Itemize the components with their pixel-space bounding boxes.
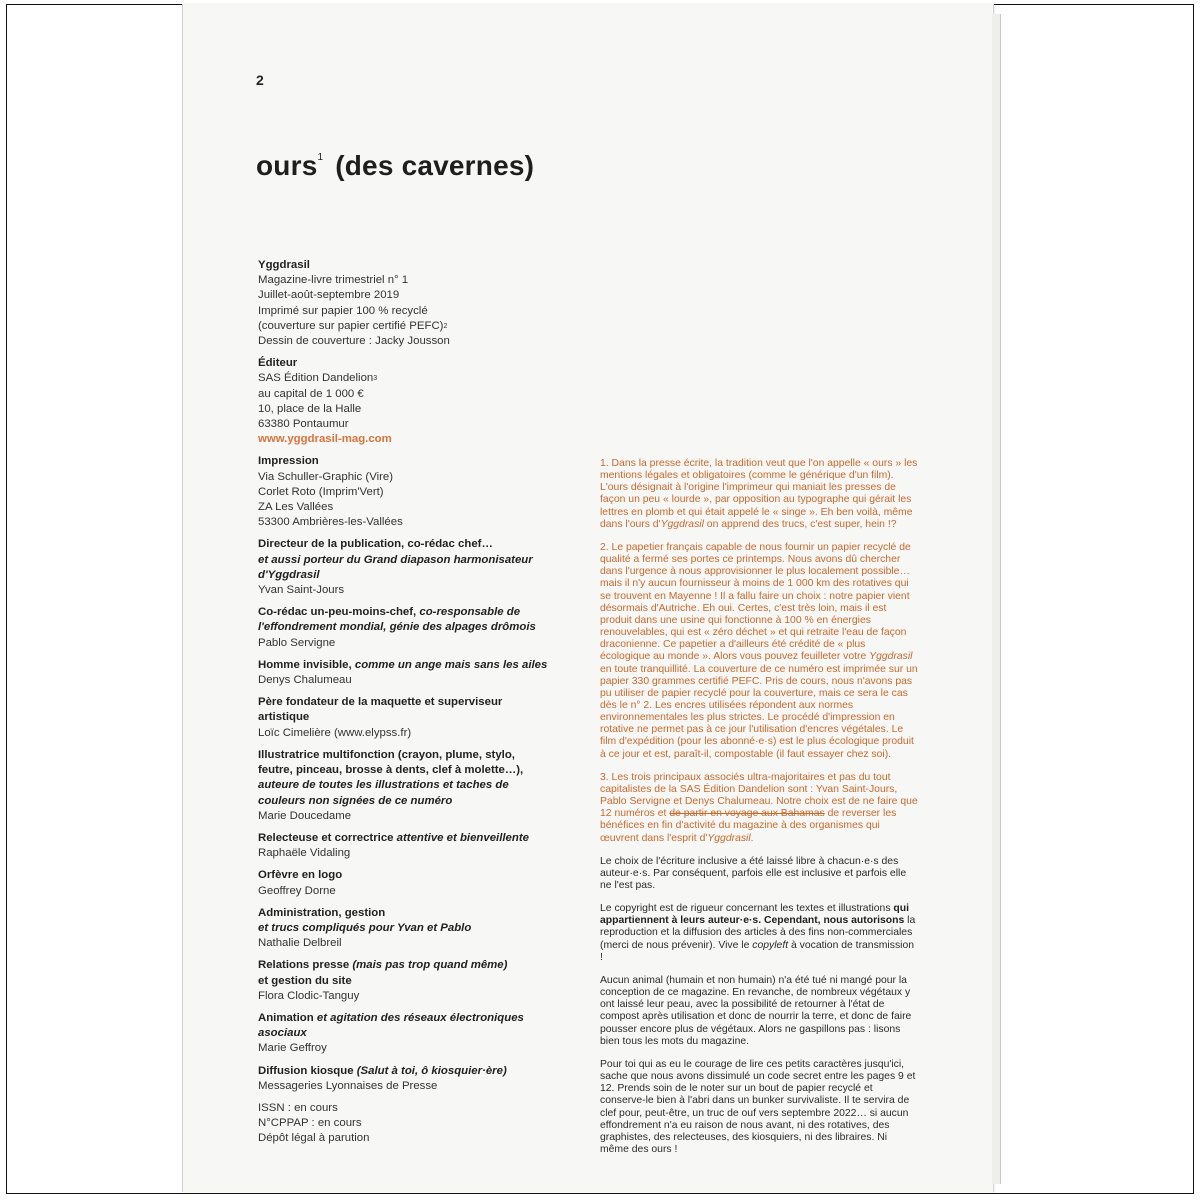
credit-line: (couverture sur papier certifié PEFC)$^2$ (258, 319, 448, 332)
credit-line: 53300 Ambrières-les-Vallées (258, 516, 403, 529)
credit-heading: Relations presse (mais pas trop quand même) (258, 959, 508, 972)
credits-impression (258, 454, 548, 530)
secret-code-paragraph: Pour toi qui as eu le courage de lire ces petits caractères jusqu'ici, sache que nous avons dissimulé un code secret entre les pages 9 et 12. Prends soin de le noter sur un bout de papier recyclé et conserve-le bien à l'abri dans un bunker survivaliste. Il te servira de clef pour, peut-être, un truc de ouf vers septembre 2022… si aucun effondrement n'a eu raison de nous avant, ni des rotatives, des graphistes, des relecteuses, des kiosquiers, ni des libraires. Ni même des ours ! (600, 1058, 916, 1155)
credit-name: Geoffrey Dorne (258, 884, 336, 897)
credit-heading: Diffusion kiosque (Salut à toi, ô kiosquier·ère) (258, 1064, 507, 1077)
credit-heading-2: et gestion du site (258, 974, 352, 987)
credits-column (258, 258, 548, 1154)
credit-heading: Co-rédac un-peu-moins-chef, co-responsable de l'effondrement mondial, génie des alpages drômois (258, 606, 536, 634)
credit-name: Loïc Cimelière (www.elypss.fr) (258, 726, 412, 739)
credits-relations-presse (258, 958, 548, 1004)
credit-line: SAS Édition Dandelion$^3$ (258, 372, 378, 385)
credit-heading: Animation et agitation des réseaux électroniques asociaux (258, 1011, 524, 1040)
credit-line: Dessin de couverture : Jacky Jousson (258, 335, 450, 348)
legal-line: N°CPPAP : en cours (258, 1117, 362, 1130)
credit-role-italic: et trucs compliqués pour Yvan et Pablo (258, 921, 472, 934)
credit-name: Messageries Lyonnaises de Presse (258, 1079, 438, 1092)
website-link[interactable]: www.yggdrasil-mag.com (258, 433, 392, 446)
title-rest: (des cavernes) (327, 150, 535, 181)
credit-heading: Éditeur (258, 357, 298, 370)
footnote-3: 3. Les trois principaux associés ultra-majoritaires et pas du tout capitalistes de la SAS Édition Dandelion sont : Yvan Saint-Jours, Pablo Servigne et Denys Chalumeau. Notre choix est de ne faire que 12 numéros et de partir en voyage aux Bahamas de reverser les bénéfices en fin d'activité du magazine à des organismes qui œuvrent dans l'esprit d'Yggdrasil. (600, 771, 918, 844)
notes-column (600, 458, 918, 1167)
credits-relecteuse (258, 831, 548, 861)
credit-line: Imprimé sur papier 100 % recyclé (258, 304, 428, 317)
credit-line: 63380 Pontaumur (258, 418, 349, 431)
footnote-1: 1. Dans la presse écrite, la tradition veut que l'on appelle « ours » les mentions légales et obligatoires (comme le générique d'un film). L'ours désignait à l'origine l'imprimeur qui maniait les presses de façon un peu « lourde », par opposition au typographe qui gérait les lettres en plomb et qui était appelé le « singe ». Eh ben voilà, même dans l'ours d'Yggdrasil on apprend des trucs, c'est super, hein !? (600, 458, 918, 530)
credits-pere-fondateur (258, 695, 548, 741)
struck-text: de partir en voyage aux Bahamas (669, 808, 825, 820)
credits-homme-invisible (258, 658, 548, 688)
credit-name: Flora Clodic-Tanguy (258, 989, 360, 1002)
page-number: 2 (256, 72, 264, 88)
credits-coredac (258, 605, 548, 651)
credit-line: au capital de 1 000 € (258, 387, 364, 400)
credits-diffusion (258, 1064, 548, 1094)
credit-name: Nathalie Delbreil (258, 937, 342, 950)
footnote-2: 2. Le papetier français capable de nous fournir un papier recyclé de qualité a fermé ses portes ce printemps. Nous avons dû chercher dans l'urgence à nous approvisionner le plus localement possible… mais il n'y aucun fournisseur à moins de 1 000 km des rotatives qui se trouvent en Mayenne ! Il a fallu faire un choix : notre papier vient désormais d'Autriche. Eh oui. Certes, c'est très loin, mais il est produit dans une usine qui fonctionne à 100 % en énergies renouvelables, qui est « zéro déchet » et qui retraite l'eau de façon draconienne. Ce papetier a d'ailleurs été crédité de « plus écologique au monde ». Alors vous pouvez feuilleter votre Yggdrasil en toute tranquillité. La couverture de ce numéro est imprimée sur un papier 330 grammes certifié PEFC. Pris de cours, nous n'avons pas pu utiliser de papier recyclé pour la couverture, mais ce sera le cas dès le n° 2. Les encres utilisées répondent aux normes environnementales les plus strictes. Le procédé d'impression en rotative ne permet pas à ce jour l'utilisation d'encres végétales. Le film d'expédition (pour les abonné·e·s) est le plus écologique produit à ce jour et est, paraît-il, compostable (il faut essayer chez soi). (600, 541, 918, 760)
credit-name: Pablo Servigne (258, 636, 336, 649)
credit-line: Magazine-livre trimestriel n° 1 (258, 274, 409, 287)
credit-heading: Impression (258, 455, 319, 468)
inclusive-writing-paragraph: Le choix de l'écriture inclusive a été laissé libre à chacun·e·s des auteur·e·s. Par conséquent, parfois elle est inclusive et parfois elle ne l'est pas. (600, 855, 907, 891)
credit-heading: Relecteuse et correctrice attentive et bienveillente (258, 831, 529, 844)
credit-name: Marie Geffroy (258, 1042, 327, 1055)
title-main: ours (256, 150, 318, 181)
credits-yggdrasil (258, 258, 548, 349)
credit-line: Juillet-août-septembre 2019 (258, 289, 400, 302)
credit-heading: Administration, gestion (258, 906, 386, 919)
credit-name: Raphaële Vidaling (258, 847, 351, 860)
credit-line: Corlet Roto (Imprim'Vert) (258, 485, 384, 498)
animal-paragraph: Aucun animal (humain et non humain) n'a été tué ni mangé pour la conception de ce magazine. En revanche, de nombreux végétaux y ont laissé leur peau, avec la possibilité de retourner à l'état de compost après utilisation et donc de nourrir la terre, et donc de faire pousser encore plus de végétaux. Alors ne gaspillons pas : lisons bien tous les mots du magazine. (600, 974, 912, 1047)
credit-heading: Directeur de la publication, co-rédac chef… (258, 538, 493, 551)
page-edge (992, 14, 1001, 1184)
credits-legal (258, 1101, 548, 1147)
credits-illustratrice (258, 748, 548, 824)
page-title (256, 150, 534, 182)
credits-orfevre (258, 868, 548, 898)
credit-heading: Yggdrasil (258, 259, 310, 271)
credit-heading: Père fondateur de la maquette et superviseur artistique (258, 696, 503, 724)
legal-line: ISSN : en cours (258, 1101, 338, 1114)
credits-animation (258, 1011, 548, 1057)
title-footnote-mark: 1 (317, 152, 324, 163)
credits-administration (258, 906, 548, 952)
legal-line: Dépôt légal à parution (258, 1132, 370, 1145)
credits-editeur (258, 356, 548, 447)
credit-heading: Orfèvre en logo (258, 869, 343, 882)
copyright-paragraph: Le copyright est de rigueur concernant les textes et illustrations qui appartiennent à leurs auteur·e·s. Cependant, nous autorisons la reproduction et la diffusion des articles à des fins non-commerciales (merci de nous prévenir). Vive le copyleft à vocation de transmission ! (600, 903, 916, 963)
credit-line: ZA Les Vallées (258, 501, 334, 514)
credit-name: Yvan Saint-Jours (258, 584, 345, 597)
credit-name: Denys Chalumeau (258, 674, 352, 687)
credit-line: 10, place de la Halle (258, 402, 362, 415)
credit-name: Marie Doucedame (258, 809, 352, 822)
credit-line: Via Schuller-Graphic (Vire) (258, 470, 394, 483)
credit-heading: Homme invisible, comme un ange mais sans les ailes (258, 658, 548, 671)
credits-directeur (258, 537, 548, 598)
credit-role-italic: et aussi porteur du Grand diapason harmonisateur d'Yggdrasil (258, 553, 533, 581)
credit-heading: Illustratrice multifonction (crayon, plume, stylo, feutre, pinceau, brosse à dents, clef à molette…), auteure de toutes les illustrations et taches de couleurs non signées de ce numéro (258, 748, 524, 807)
